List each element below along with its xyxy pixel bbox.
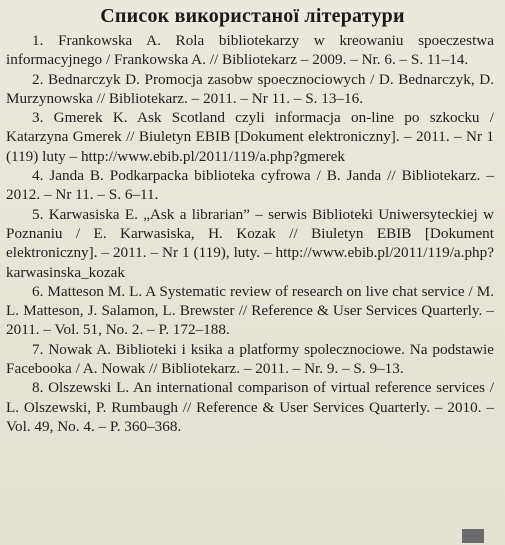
reference-item xyxy=(6,31,494,70)
reference-item xyxy=(6,282,494,340)
reference-text: Matteson M. L. A Systematic review of research on live chat service / M. L. Matteson, J. Salamon, L. Brewster // Reference & User Services Quarterly. – 2011. – Vol. 51, No. 2. – P. 172–188. xyxy=(6,282,495,339)
reference-text: Olszewski L. An international comparison of virtual reference services / L. Olszewski, P. Rumbaugh // Reference & User Services Quarterly. – 2010. – Vol. 49, No. 4. – P. 360–368. xyxy=(6,379,494,435)
reference-number: 2. xyxy=(32,70,44,88)
reference-text: Janda B. Podkarpacka biblioteka cyfrowa / B. Janda // Bibliotekarz. – 2012. – Nr 11. – S. 6–11. xyxy=(6,167,495,204)
reference-text: Gmerek K. Ask Scotland czyli informacja on-line po szkocku / Katarzyna Gmerek // Biuletyn EBIB [Dokument elektroniczny]. – 2011. – Nr 1 (119) luty – http://www.ebib.pl/2011/119/a.php?gmerek xyxy=(6,109,494,165)
reference-item xyxy=(6,340,494,379)
reference-item xyxy=(6,108,494,166)
reference-number: 3. xyxy=(32,109,44,127)
reference-number: 5. xyxy=(32,205,44,223)
reference-number: 8. xyxy=(32,379,44,397)
reference-number: 6. xyxy=(32,282,44,300)
reference-number: 1. xyxy=(32,32,44,49)
reference-number: 4. xyxy=(32,167,44,185)
reference-list xyxy=(6,31,494,436)
reference-item xyxy=(6,378,494,436)
reference-item xyxy=(6,166,494,205)
reference-item xyxy=(6,70,494,109)
reference-item xyxy=(6,205,494,282)
reference-number: 7. xyxy=(32,340,44,358)
reference-text: Bednarczyk D. Promocja zasobw spoecznociowych / D. Bednarczyk, D. Murzynowska // Bibliotekarz. – 2011. – Nr 11. – S. 13–16. xyxy=(6,70,495,107)
reference-text: Karwasiska E. „Ask a librarian” – serwis Biblioteki Uniwersyteckiej w Poznaniu / E. Karwasiska, H. Kozak // Biuletyn EBIB [Dokument elektroniczny]. – 2011. – Nr 1 (119), luty. – http://www.ebib.pl/2011/119/a.php?karwasinska_kozak xyxy=(6,205,494,281)
page-title: Список використаної літератури xyxy=(100,5,405,27)
page-corner-marker xyxy=(462,529,484,543)
reference-text: Frankowska A. Rola bibliotekarzy w kreowaniu spoeczestwa informacyjnego / Frankowska A. // Bibliotekarz – 2009. – Nr. 6. – S. 11–14. xyxy=(6,32,495,69)
reference-text: Nowak A. Biblioteki i ksika a platformy spolecznociowe. Na podstawie Facebooka / A. Nowak // Bibliotekarz. – 2011. – Nr. 9. – S. 9–13. xyxy=(6,340,495,378)
